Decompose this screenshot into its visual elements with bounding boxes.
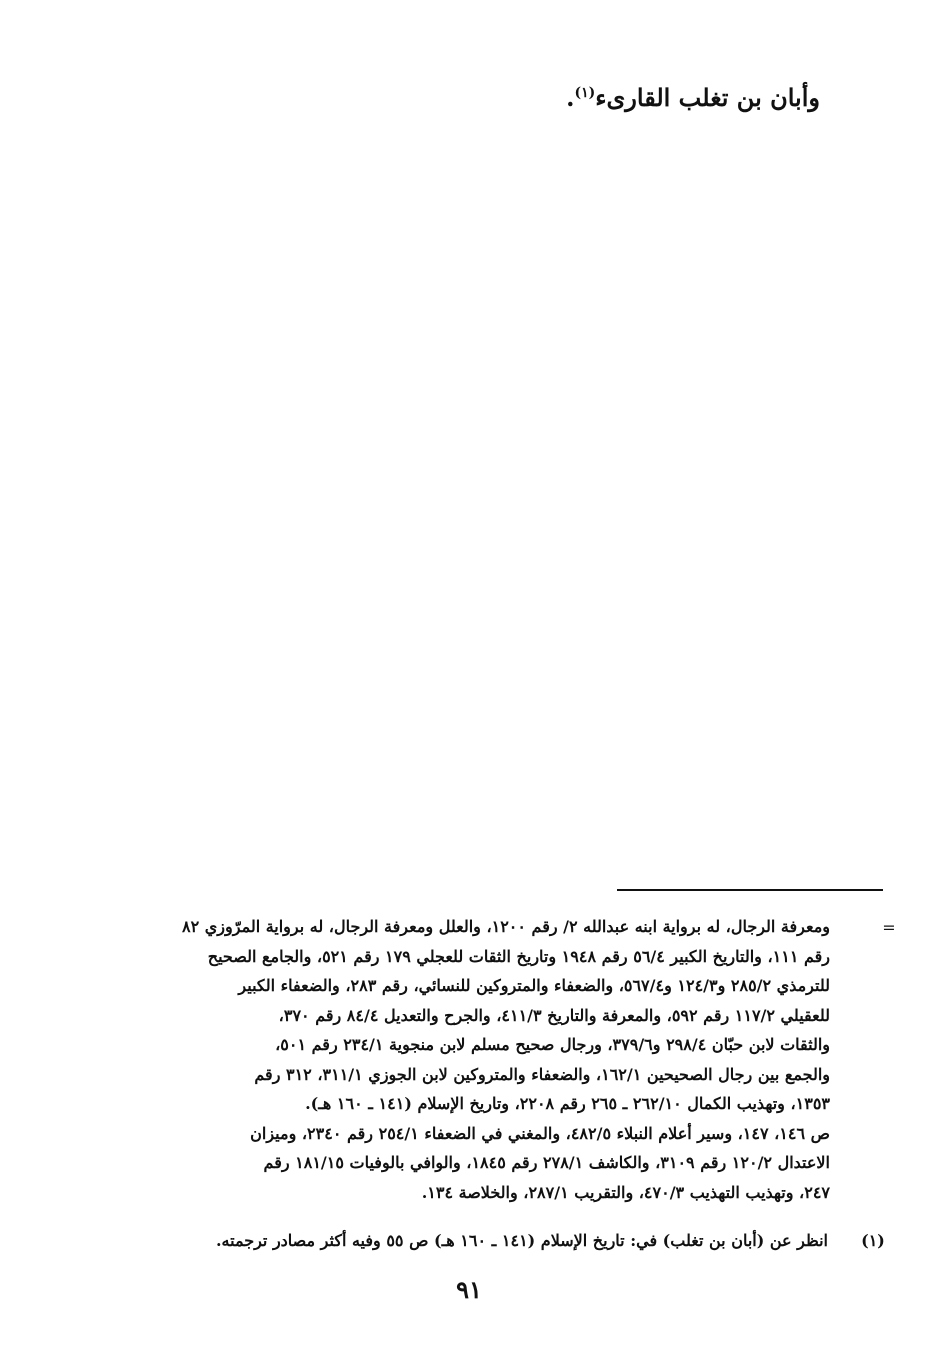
footnote-line: الاعتدال ١٢٠/٢ رقم ٣١٠٩، والكاشف ٢٧٨/١ رقم ١٨٤٥، والوافي بالوفيات ١٨١/١٥ رقم xyxy=(263,1153,830,1172)
footnote-text: انظر عن (أبان بن تغلب) في: تاريخ الإسلام (١٤١ ـ ١٦٠ هـ) ص ٥٥ وفيه أكثر مصادر ترجمته. xyxy=(215,1231,828,1250)
main-text-end-punctuation: . xyxy=(566,83,575,112)
main-text-line xyxy=(220,78,820,118)
footnote-line: ٢٤٧، وتهذيب التهذيب ٤٧٠/٣، والتقريب ٢٨٧/١، والخلاصة ١٣٤. xyxy=(421,1182,830,1202)
footnote-line: والثقات لابن حبّان ٢٩٨/٤ و٣٧٩/٦، ورجال صحيح مسلم لابن منجوية ٢٣٤/١ رقم ٥٠١، xyxy=(275,1035,830,1054)
footnote-continuation-mark: = xyxy=(882,918,896,937)
footnote-line: ومعرفة الرجال، له برواية ابنه عبدالله ٢/ رقم ١٢٠٠، والعلل ومعرفة الرجال، له برواية المرّوزي ٨٢ xyxy=(182,917,830,936)
footnote-reference[interactable]: (١) xyxy=(574,85,596,101)
main-text: وأبان بن تغلب القارىء xyxy=(595,83,820,112)
page-number: ٩١ xyxy=(456,1275,482,1304)
footnote-line: ١٣٥٣، وتهذيب الكمال ٢٦٢/١٠ ـ ٢٦٥ رقم ٢٢٠٨، وتاريخ الإسلام (١٤١ ـ ١٦٠ هـ). xyxy=(305,1094,830,1113)
footnote-separator-rule xyxy=(617,889,883,891)
footnote-line: رقم ١١١، والتاريخ الكبير ٥٦/٤ رقم ١٩٤٨ وتاريخ الثقات للعجلي ١٧٩ رقم ٥٢١، والجامع الصحيح xyxy=(207,946,830,966)
footnote-line: والجمع بين رجال الصحيحين ١٦٢/١، والضعفاء والمتروكين لابن الجوزي ٣١١/١، ٣١٢ رقم xyxy=(254,1064,830,1084)
footnote-line: للعقيلي ١١٧/٢ رقم ٥٩٢، والمعرفة والتاريخ ٤١١/٣، والجرح والتعديل ٨٤/٤ رقم ٣٧٠، xyxy=(278,1005,830,1025)
footnote-number: (١) xyxy=(861,1231,885,1250)
footnote-line: ص ١٤٦، ١٤٧، وسير أعلام النبلاء ٤٨٢/٥، والمغني في الضعفاء ٢٥٤/١ رقم ٢٣٤٠، وميزان xyxy=(250,1123,830,1143)
footnote-line: للترمذي ٢٨٥/٢ و١٢٤/٣ و٥٦٧/٤، والضعفاء والمتروكين للنسائي، رقم ٢٨٣، والضعفاء الكبير xyxy=(238,976,830,995)
footnote-continuation-text xyxy=(80,912,830,1207)
